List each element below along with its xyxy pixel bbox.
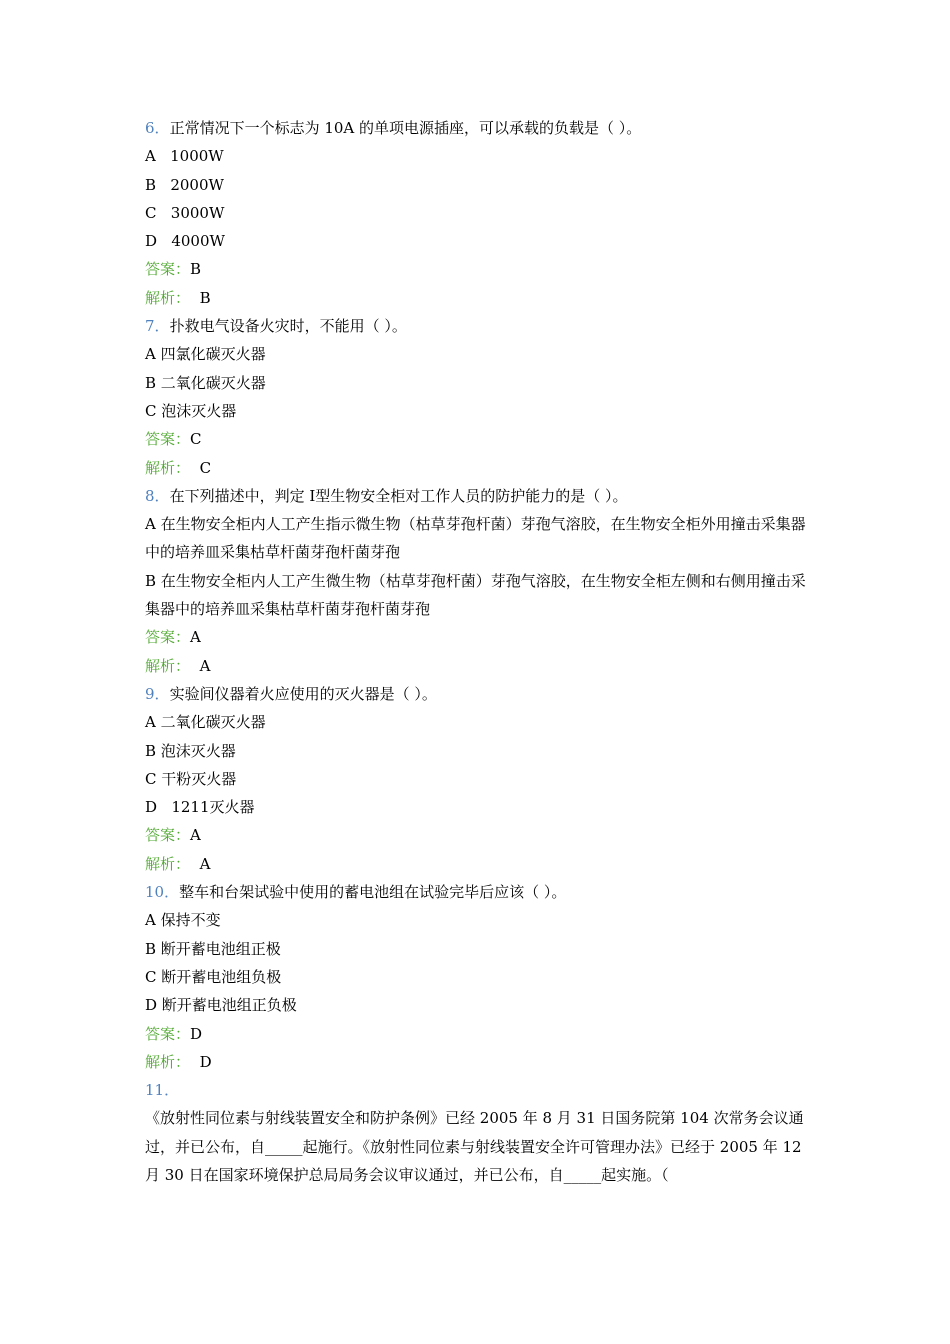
option: A 1000W (145, 147, 224, 166)
question-10 (145, 878, 807, 1076)
question-stem: 10．整车和台架试验中使用的蓄电池组在试验完毕后应该（ ）。 (145, 883, 567, 902)
analysis-line (145, 284, 807, 312)
question-number: 8 (145, 486, 155, 505)
analysis-value: B (199, 288, 211, 307)
answer-value: A (190, 826, 201, 845)
question-stem: 9．实验间仪器着火应使用的灭火器是（ ）。 (145, 684, 437, 703)
answer-label: 答案： (145, 1024, 191, 1043)
answer-line (145, 821, 807, 849)
answer-line (145, 425, 807, 453)
answer-value: A (190, 628, 201, 647)
option: A 二氧化碳灭火器 (145, 713, 266, 732)
question-8 (145, 482, 807, 680)
question-list (145, 114, 807, 1189)
question-text: 实验间仪器着火应使用的灭火器是（ ）。 (169, 684, 437, 703)
option: C 断开蓄电池组负极 (145, 967, 282, 986)
question-9 (145, 680, 807, 878)
answer-label: 答案： (145, 260, 191, 279)
analysis-line (145, 850, 807, 878)
analysis-line (145, 652, 807, 680)
option: B 在生物安全柜内人工产生微生物（枯草芽孢杆菌）芽孢气溶胶，在生物安全柜左侧和右侧用撞击采集器中的培养皿采集枯草杆菌芽孢杆菌芽孢 (145, 571, 806, 619)
option: A 在生物安全柜内人工产生指示微生物（枯草芽孢杆菌）芽孢气溶胶，在生物安全柜外用撞击采集器中的培养皿采集枯草杆菌芽孢杆菌芽孢 (145, 515, 806, 562)
question-11 (145, 1076, 807, 1189)
analysis-label: 解析： (145, 656, 191, 675)
answer-line (145, 255, 807, 283)
answer-line (145, 1020, 807, 1048)
answer-label: 答案： (145, 628, 191, 647)
question-number: 10 (145, 883, 165, 902)
question-stem: 8．在下列描述中，判定 I型生物安全柜对工作人员的防护能力的是（ ）。 (145, 486, 628, 505)
option: B 2000W (145, 175, 224, 194)
question-number: 7 (145, 317, 155, 336)
analysis-line (145, 454, 807, 482)
option: C 泡沫灭火器 (145, 401, 237, 420)
answer-value: D (190, 1024, 203, 1043)
option: C 3000W (145, 203, 225, 222)
question-number: 9 (145, 684, 155, 703)
option: B 二氧化碳灭火器 (145, 373, 266, 392)
analysis-label: 解析： (145, 1052, 191, 1071)
question-text: 在下列描述中，判定 I型生物安全柜对工作人员的防护能力的是（ ）。 (169, 486, 628, 505)
question-7 (145, 312, 807, 482)
option: D 1211灭火器 (145, 798, 255, 817)
question-text: 扑救电气设备火灾时，不能用（ ）。 (169, 317, 407, 336)
question-stem: 6．正常情况下一个标志为 10A 的单项电源插座，可以承载的负载是（ ）。 (145, 119, 642, 137)
analysis-line (145, 1048, 807, 1076)
option: D 断开蓄电池组正负极 (145, 996, 297, 1015)
option: B 泡沫灭火器 (145, 741, 236, 760)
question-number: 11． (145, 1081, 180, 1100)
option: A 四氯化碳灭火器 (145, 345, 266, 364)
option: D 4000W (145, 232, 225, 251)
question-text: 整车和台架试验中使用的蓄电池组在试验完毕后应该（ ）。 (179, 883, 567, 902)
answer-label: 答案： (145, 826, 191, 845)
question-stem: 7．扑救电气设备火灾时，不能用（ ）。 (145, 317, 407, 336)
analysis-value: C (199, 458, 212, 477)
question-6 (145, 114, 807, 312)
option: C 干粉灭火器 (145, 769, 237, 788)
answer-line (145, 623, 807, 651)
analysis-value: D (199, 1052, 212, 1071)
question-text: 《放射性同位素与射线装置安全和防护条例》已经 2005 年 8 月 31 日国务院第 104 次常务会议通过，并已公布，自_____起施行。《放射性同位素与射线装置安全许可管理办法》已经于 2005 年 12 月 30 日在国家环境保护总局局务会议审议通过，并已公布，自_____起实施。（ (145, 1109, 804, 1184)
analysis-label: 解析： (145, 458, 191, 477)
option: A 保持不变 (145, 911, 221, 930)
answer-label: 答案： (145, 430, 191, 449)
question-text: 正常情况下一个标志为 10A 的单项电源插座，可以承载的负载是（ ）。 (169, 119, 642, 137)
analysis-value: A (199, 656, 211, 675)
analysis-value: A (199, 854, 211, 873)
analysis-label: 解析： (145, 288, 191, 307)
option: B 断开蓄电池组正极 (145, 939, 281, 958)
analysis-label: 解析： (145, 854, 191, 873)
question-number: 6 (145, 119, 155, 137)
answer-value: C (190, 430, 202, 449)
answer-value: B (190, 260, 202, 279)
